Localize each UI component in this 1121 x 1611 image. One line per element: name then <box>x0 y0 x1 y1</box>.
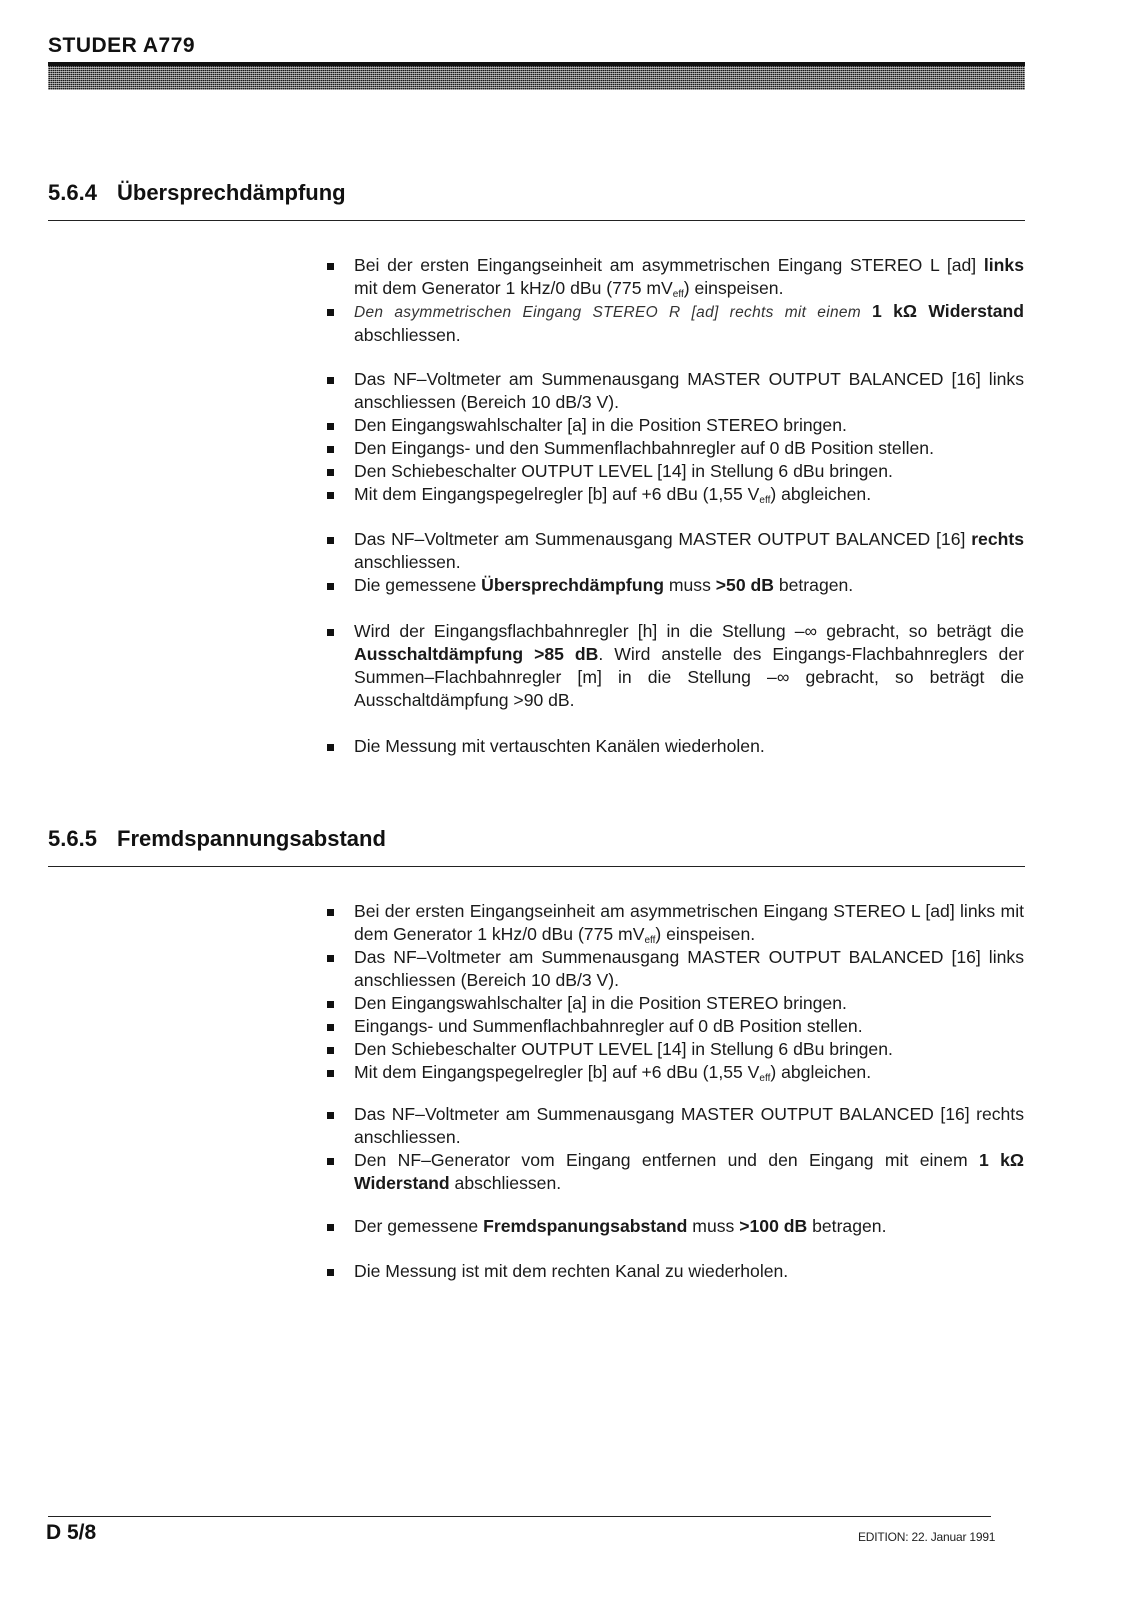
instruction-group <box>326 1103 1024 1195</box>
instruction-item: Die Messung mit vertauschten Kanälen wiederholen. <box>326 735 1024 758</box>
instruction-item: Den Eingangswahlschalter [a] in die Position STEREO bringen. <box>326 992 1024 1015</box>
instruction-group <box>326 368 1024 506</box>
instruction-item: Den NF–Generator vom Eingang entfernen und den Eingang mit einem 1 kΩ Widerstand abschliessen. <box>326 1149 1024 1195</box>
section-rule <box>48 866 1025 867</box>
section-title: Übersprechdämpfung <box>117 180 346 205</box>
instruction-group <box>326 1260 1024 1283</box>
instruction-item: Den asymmetrischen Eingang STEREO R [ad] rechts mit einem 1 kΩ Widerstand abschliessen. <box>326 300 1024 347</box>
section-title: Fremdspannungsabstand <box>117 826 386 851</box>
document-title: STUDER A779 <box>48 34 196 57</box>
instruction-item: Eingangs- und Summenflachbahnregler auf 0 dB Position stellen. <box>326 1015 1024 1038</box>
instruction-item: Das NF–Voltmeter am Summenausgang MASTER OUTPUT BALANCED [16] rechts anschliessen. <box>326 1103 1024 1149</box>
instruction-group <box>326 528 1024 597</box>
instruction-group <box>326 1215 1024 1238</box>
instruction-item: Den Eingangs- und den Summenflachbahnregler auf 0 dB Position stellen. <box>326 437 1024 460</box>
instruction-group <box>326 254 1024 347</box>
instruction-group <box>326 735 1024 758</box>
section-heading-5-6-4 <box>48 180 346 206</box>
instruction-item: Das NF–Voltmeter am Summenausgang MASTER OUTPUT BALANCED [16] links anschliessen (Bereich 10 dB/3 V). <box>326 368 1024 414</box>
instruction-item: Den Schiebeschalter OUTPUT LEVEL [14] in Stellung 6 dBu bringen. <box>326 460 1024 483</box>
instruction-item: Den Eingangswahlschalter [a] in die Position STEREO bringen. <box>326 414 1024 437</box>
instruction-item: Die Messung ist mit dem rechten Kanal zu wiederholen. <box>326 1260 1024 1283</box>
instruction-group <box>326 900 1024 1084</box>
instruction-item: Mit dem Eingangspegelregler [b] auf +6 dBu (1,55 $V_{eff}$) abgleichen. <box>326 483 1024 506</box>
footer-rule <box>48 1516 991 1517</box>
header-rule-line <box>48 62 1025 66</box>
section-number: 5.6.4 <box>48 180 97 205</box>
instruction-item: Wird der Eingangsflachbahnregler [h] in die Stellung –∞ gebracht, so beträgt die Ausschaltdämpfung >85 dB. Wird anstelle des Eingangs-Flachbahnreglers der Summen–Flachbahnregler [m] in die Stellung –∞ gebracht, so beträgt die Ausschaltdämpfung >90 dB. <box>326 620 1024 712</box>
instruction-group <box>326 620 1024 712</box>
instruction-item: Das NF–Voltmeter am Summenausgang MASTER OUTPUT BALANCED [16] links anschliessen (Bereich 10 dB/3 V). <box>326 946 1024 992</box>
instruction-item: Die gemessene Übersprechdämpfung muss >50 dB betragen. <box>326 574 1024 597</box>
instruction-item: Den Schiebeschalter OUTPUT LEVEL [14] in Stellung 6 dBu bringen. <box>326 1038 1024 1061</box>
instruction-item: Der gemessene Fremdspanungsabstand muss >100 dB betragen. <box>326 1215 1024 1238</box>
instruction-item: Bei der ersten Eingangseinheit am asymmetrischen Eingang STEREO L [ad] links mit dem Generator 1 kHz/0 dBu (775 $mV_{eff}$) einspeisen. <box>326 254 1024 300</box>
section-heading-5-6-5 <box>48 826 386 852</box>
page-number: D 5/8 <box>46 1521 97 1544</box>
header-rule-bar <box>48 62 1025 90</box>
instruction-item: Das NF–Voltmeter am Summenausgang MASTER OUTPUT BALANCED [16] rechts anschliessen. <box>326 528 1024 574</box>
instruction-item: Bei der ersten Eingangseinheit am asymmetrischen Eingang STEREO L [ad] links mit dem Generator 1 kHz/0 dBu (775 $mV_{eff}$) einspeisen. <box>326 900 1024 946</box>
edition-date: EDITION: 22. Januar 1991 <box>858 1530 996 1544</box>
instruction-item: Mit dem Eingangspegelregler [b] auf +6 dBu (1,55 $V_{eff}$) abgleichen. <box>326 1061 1024 1084</box>
section-rule <box>48 220 1025 221</box>
section-number: 5.6.5 <box>48 826 97 851</box>
